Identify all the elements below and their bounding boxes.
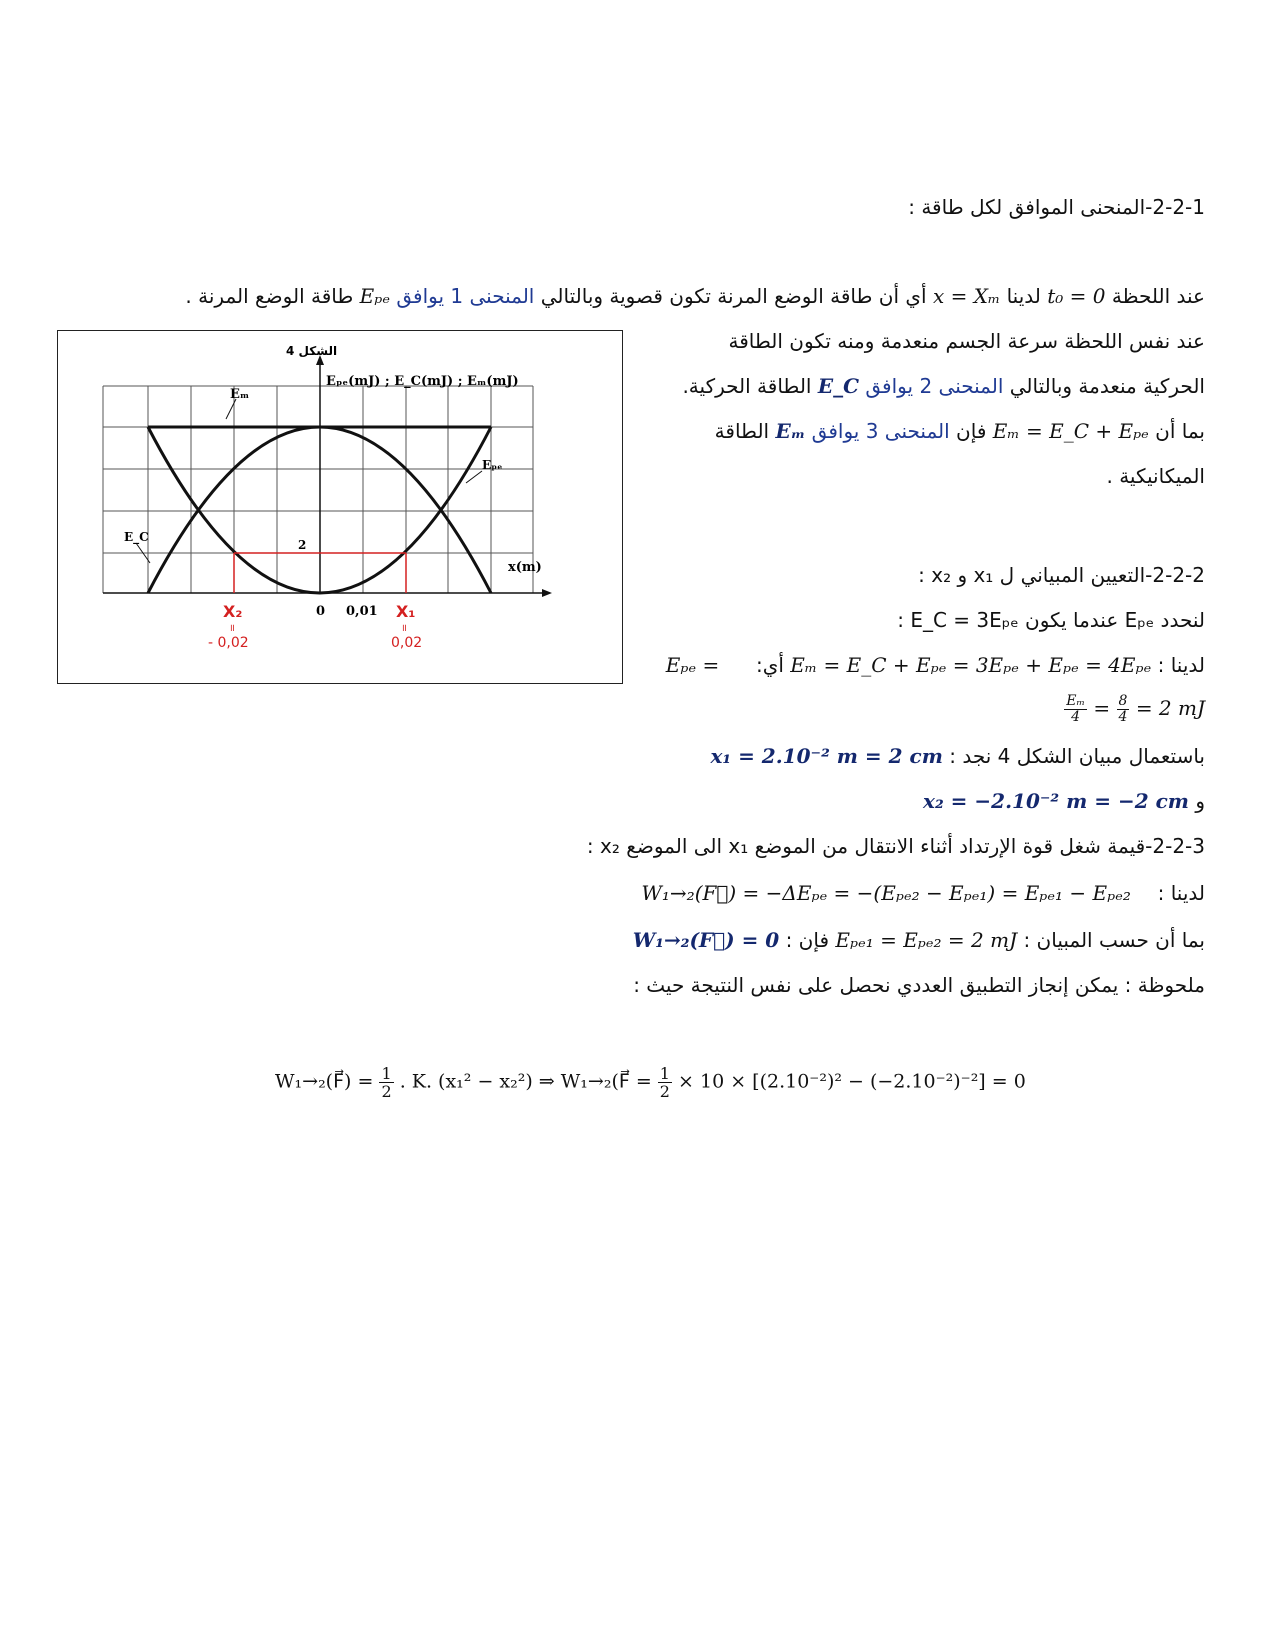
- paragraph-have: [666, 650, 1205, 680]
- paragraph-x1: [710, 741, 1205, 771]
- tick-0: 0: [316, 604, 326, 619]
- figure-4: [57, 330, 623, 684]
- symbol-epe: Eₚₑ: [359, 284, 390, 308]
- text: و: [1195, 789, 1205, 813]
- text: فإن :: [785, 928, 829, 952]
- label-em: Eₘ: [230, 387, 250, 402]
- equation-t0: t₀ = 0: [1047, 284, 1106, 308]
- x1-value: 0,02: [391, 635, 423, 651]
- paragraph-mechanical-2: الميكانيكية .: [1106, 464, 1205, 488]
- equation-numeric: [275, 1065, 1026, 1100]
- text: × 10 × [(2.10⁻²)² − (−2.10⁻²)⁻²] = 0: [678, 1070, 1026, 1093]
- text: . K. (x₁² − x₂²) ⇒ W₁→₂(F⃗ =: [399, 1070, 652, 1093]
- result-x1: x₁ = 2.10⁻² m = 2 cm: [710, 744, 943, 768]
- text: الطاقة: [714, 419, 770, 443]
- text: = 2 mJ: [1135, 696, 1205, 720]
- symbol-ec: E_C: [817, 374, 860, 398]
- label-2: 2: [298, 538, 307, 552]
- paragraph-t0: [185, 281, 1205, 311]
- equation-em: Eₘ = E_C + Eₚₑ: [992, 419, 1149, 443]
- text: W₁→₂(F⃗) =: [275, 1070, 374, 1093]
- curve-1-label: المنحنى 1 يوافق: [396, 284, 535, 308]
- paragraph-since: [633, 925, 1205, 955]
- text: طاقة الوضع المرنة .: [185, 284, 354, 308]
- equation-epe-equal: Eₚₑ₁ = Eₚₑ₂ = 2 mJ: [835, 928, 1018, 952]
- x2-label: X₂: [223, 602, 243, 621]
- tick-001: 0,01: [346, 604, 378, 619]
- text: =: [1093, 696, 1111, 720]
- grid: [103, 386, 533, 593]
- text: لدينا: [1006, 284, 1041, 308]
- energy-graph: [58, 331, 622, 683]
- paragraph-note: ملحوظة : يمكن إنجاز التطبيق العددي نحصل على نفس النتيجة حيث :: [633, 973, 1205, 997]
- epe-pointer: [466, 471, 482, 483]
- paragraph-same-instant: عند نفس اللحظة سرعة الجسم منعدمة ومنه تكون الطاقة: [728, 329, 1205, 353]
- text: أي:: [755, 653, 784, 677]
- text: بما أن حسب المبيان :: [1023, 928, 1205, 952]
- result-work: W₁→₂(F⃗) = 0: [632, 928, 780, 952]
- curve-2-label: المنحنى 2 يوافق: [865, 374, 1004, 398]
- x1-eq-sign: ॥: [401, 623, 407, 634]
- text: باستعمال مبيان الشكل 4 نجد :: [949, 744, 1205, 768]
- x1-label: X₁: [396, 602, 416, 621]
- equation-x: x = Xₘ: [932, 284, 1001, 308]
- curve-3-label: المنحنى 3 يوافق: [811, 419, 950, 443]
- label-ec: E_C: [124, 530, 149, 544]
- result-x2: x₂ = −2.10⁻² m = −2 cm: [923, 789, 1189, 813]
- figure-title: الشكل 4: [286, 344, 338, 358]
- paragraph-x2: [923, 786, 1205, 816]
- text: الحركية منعدمة وبالتالي: [1009, 374, 1205, 398]
- text: لدينا :: [1157, 881, 1205, 905]
- equation-fraction: [1064, 693, 1205, 725]
- paragraph-kinetic: [682, 371, 1205, 401]
- text: فإن: [956, 419, 987, 443]
- equation-energy-sum: Eₘ = E_C + Eₚₑ = 3Eₚₑ + Eₚₑ = 4Eₚₑ: [790, 653, 1152, 677]
- x-axis-arrow: [542, 589, 552, 597]
- equation-epe: Eₚₑ =: [665, 653, 720, 677]
- fraction-half-1: $\frac{1}{2}$: [381, 1064, 392, 1101]
- text: أي أن طاقة الوضع المرنة تكون قصوية وبالتالي: [540, 284, 927, 308]
- x2-eq-sign: ॥: [229, 623, 235, 634]
- fraction-8-4: $\frac{8}{4}$: [1118, 693, 1128, 725]
- paragraph-find: لنحدد Eₚₑ عندما يكون E_C = 3Eₚₑ :: [897, 608, 1205, 632]
- fraction-half-2: $\frac{1}{2}$: [659, 1064, 670, 1101]
- section-title-221: 2-2-1-المنحنى الموافق لكل طاقة :: [908, 195, 1205, 219]
- text: الطاقة الحركية.: [682, 374, 812, 398]
- y-axis-label: Eₚₑ(mJ) ; E_C(mJ) ; Eₘ(mJ): [326, 374, 519, 389]
- text: لدينا :: [1157, 653, 1205, 677]
- section-title-223: 2-2-3-قيمة شغل قوة الإرتداد أثناء الانتقال من الموضع x₁ الى الموضع x₂ :: [586, 834, 1205, 858]
- x2-value: - 0,02: [208, 635, 249, 651]
- symbol-em: Eₘ: [775, 419, 806, 443]
- label-epe: Eₚₑ: [482, 458, 503, 472]
- equation-work: W₁→₂(F⃗) = −ΔEₚₑ = −(Eₚₑ₂ − Eₚₑ₁) = Eₚₑ₁ − Eₚₑ₂: [641, 881, 1131, 905]
- paragraph-work: [641, 878, 1205, 908]
- text: بما أن: [1155, 419, 1205, 443]
- text: عند اللحظة: [1111, 284, 1205, 308]
- paragraph-mechanical: [715, 416, 1205, 446]
- x-axis-label: x(m): [508, 560, 542, 575]
- fraction-em-4: $\frac{\text{Eₘ}}{4}$: [1066, 693, 1086, 725]
- section-title-222: 2-2-2-التعيين المبياني ل x₁ و x₂ :: [918, 563, 1205, 587]
